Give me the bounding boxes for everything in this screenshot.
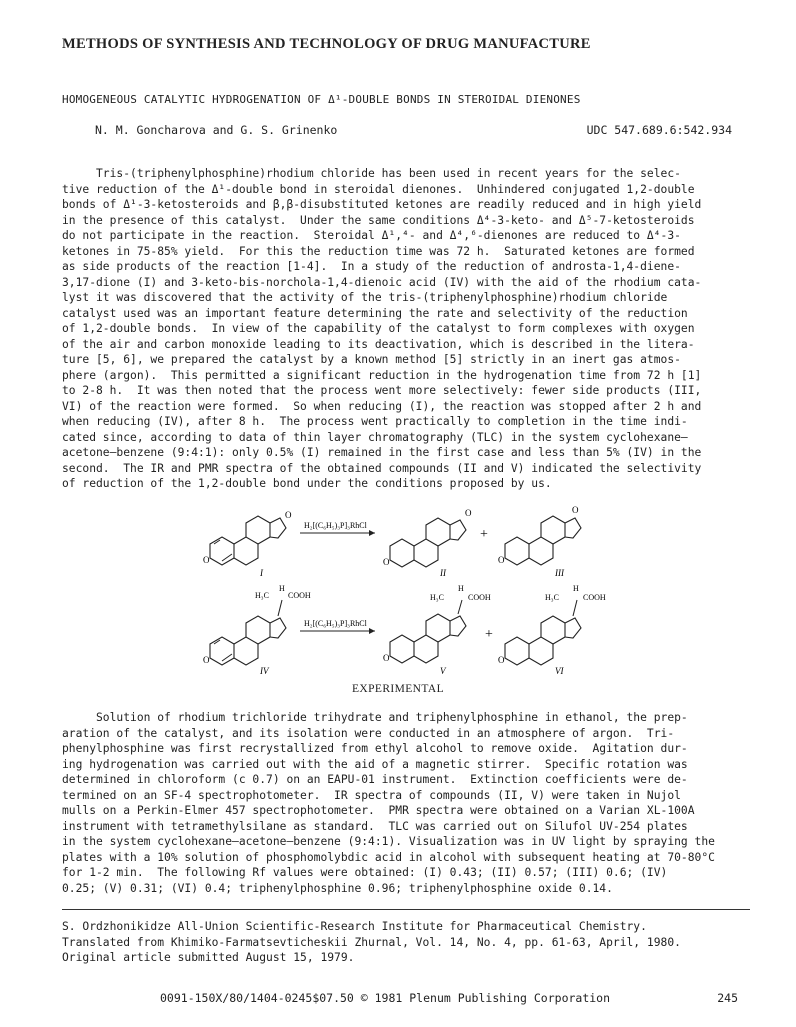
text-line: plates with a 10% solution of phosphomolybdic acid in alcohol with subsequent heating at 70-80°C bbox=[62, 850, 715, 864]
text-line: catalyst used was an important feature determining the rate and selectivity of the reduction bbox=[62, 306, 688, 320]
text-line: ture [5, 6], we prepared the catalyst by a known method [5] strictly in an inert gas atmos- bbox=[62, 353, 681, 366]
text-line: lyst it was discovered that the activity of the tris-(triphenylphosphine)rhodium chloride bbox=[62, 291, 668, 304]
intro-paragraph bbox=[62, 166, 738, 492]
compound-VI-structure bbox=[505, 616, 581, 665]
scheme-2 bbox=[203, 584, 606, 676]
acid-label: COOH bbox=[468, 593, 491, 602]
keto-o-label: O bbox=[285, 510, 292, 520]
h-label: H bbox=[573, 584, 579, 593]
text-line: determined in chloroform (c 0.7) on an EAPU-01 instrument. Extinction coefficients were de- bbox=[62, 773, 688, 786]
compound-III-structure bbox=[505, 516, 581, 565]
article-title: HOMOGENEOUS CATALYTIC HYDROGENATION OF Δ¹-DOUBLE BONDS IN STEROIDAL DIENONES bbox=[62, 93, 581, 106]
compound-label: VI bbox=[555, 666, 564, 676]
text-line: Tris-(triphenylphosphine)rhodium chloride has been used in recent years for the selec- bbox=[62, 167, 681, 180]
text-line: phenylphosphine was first recrystallized from ethyl alcohol to remove oxide. Agitation dur- bbox=[62, 742, 688, 755]
text-line: cated since, according to data of thin layer chromatography (TLC) in the system cyclohexane— bbox=[62, 430, 688, 444]
text-line: ketones in 75-85% yield. For this the reduction time was 72 h. Saturated ketones are formed bbox=[62, 244, 695, 258]
reagent-label: H₂[(C₆H₅)₃P]₃RhCl bbox=[304, 521, 367, 530]
compound-V-structure bbox=[390, 614, 466, 663]
page-number: 245 bbox=[717, 991, 738, 1005]
text-line: aration of the catalyst, and its isolation were conducted in an atmosphere of argon. Tri- bbox=[62, 726, 675, 740]
acid-label: COOH bbox=[288, 591, 311, 600]
text-line: instrument with tetramethylsilane as standard. TLC was carried out on Silufol UV-254 plates bbox=[62, 819, 688, 833]
scheme-1 bbox=[203, 505, 581, 578]
reagent-label: H₂[(C₆H₅)₃P]₃RhCl bbox=[304, 619, 367, 628]
text-line: in the presence of this catalyst. Under the same conditions Δ⁴-3-keto- and Δ⁵-7-ketosteroids bbox=[62, 213, 695, 227]
text-line: phere (argon). This permitted a significant reduction in the hydrogenation time from 72 h [1] bbox=[62, 368, 702, 382]
footnote-line: Original article submitted August 15, 1979. bbox=[62, 951, 355, 964]
text-line: tive reduction of the Δ¹-double bond in steroidal dienones. Unhindered conjugated 1,2-double bbox=[62, 182, 695, 196]
text-line: 3,17-dione (I) and 3-keto-bis-norchola-1,4-dienoic acid (IV) with the aid of the rhodium cata- bbox=[62, 275, 702, 289]
text-line: 0.25; (V) 0.31; (VI) 0.4; triphenylphosphine 0.96; triphenylphosphine oxide 0.14. bbox=[62, 881, 613, 895]
text-line: of 1,2-double bonds. In view of the capability of the catalyst to form complexes with oxygen bbox=[62, 322, 695, 335]
text-line: mulls on a Perkin-Elmer 457 spectrophotometer. PMR spectra were obtained on a Varian XL-100A bbox=[62, 804, 695, 817]
text-line: in the system cyclohexane—acetone—benzene (9:4:1). Visualization was in UV light by spraying the bbox=[62, 835, 715, 848]
section-title: METHODS OF SYNTHESIS AND TECHNOLOGY OF DRUG MANUFACTURE bbox=[62, 36, 591, 52]
h-label: H bbox=[279, 584, 285, 593]
keto-o-label: O bbox=[203, 655, 210, 665]
keto-o-label: O bbox=[383, 557, 390, 567]
authors: N. M. Goncharova and G. S. Grinenko bbox=[95, 123, 338, 137]
keto-o-label: O bbox=[203, 555, 210, 565]
text-line: bonds of Δ¹-3-ketosteroids and β,β-disubstituted ketones are readily reduced and in high yield bbox=[62, 198, 702, 211]
keto-o-label: O bbox=[498, 555, 505, 565]
methyl-label: H₃C bbox=[255, 591, 269, 600]
compound-IV-structure bbox=[210, 616, 286, 665]
text-line: of reduction of the 1,2-double bond under the conditions proposed by us. bbox=[62, 477, 552, 490]
text-line: as side products of the reaction [1-4]. In a study of the reduction of androsta-1,4-diene- bbox=[62, 260, 681, 273]
keto-o-label: O bbox=[465, 508, 472, 518]
keto-o-label: O bbox=[572, 505, 579, 515]
text-line: Solution of rhodium trichloride trihydrate and triphenylphosphine in ethanol, the prep- bbox=[62, 711, 688, 724]
text-line: of the air and carbon monoxide leading to its deactivation, which is described in the litera- bbox=[62, 337, 695, 351]
methyl-label: H₃C bbox=[430, 593, 444, 602]
text-line: when reducing (IV), after 8 h. The process went practically to completion in the time indi- bbox=[62, 415, 688, 428]
compound-label: III bbox=[555, 568, 564, 578]
text-line: do not participate in the reaction. Steroidal Δ¹,⁴- and Δ⁴,⁶-dienones are reduced to Δ⁴-3- bbox=[62, 229, 681, 242]
keto-o-label: O bbox=[498, 655, 505, 665]
text-line: acetone—benzene (9:4:1): only 0.5% (I) remained in the first case and less than 5% (IV) in the bbox=[62, 446, 702, 459]
plus-sign: + bbox=[480, 527, 488, 542]
experimental-heading: EXPERIMENTAL bbox=[351, 683, 445, 695]
footnote-line: S. Ordzhonikidze All-Union Scientific-Research Institute for Pharmaceutical Chemistry. bbox=[62, 920, 647, 933]
text-line: to 2-8 h. It was then noted that the process went more selectively: fewer side products (III, bbox=[62, 384, 702, 397]
h-label: H bbox=[458, 584, 464, 593]
experimental-paragraph bbox=[62, 710, 738, 896]
acid-label: COOH bbox=[583, 593, 606, 602]
compound-label: II bbox=[440, 568, 446, 578]
compound-I-structure bbox=[210, 516, 286, 565]
compound-label: I bbox=[260, 568, 263, 578]
footnote-divider bbox=[62, 909, 750, 910]
methyl-label: H₃C bbox=[545, 593, 559, 602]
footnote-line: Translated from Khimiko-Farmatsevticheskii Zhurnal, Vol. 14, No. 4, pp. 61-63, April, 1980. bbox=[62, 935, 681, 949]
compound-label: IV bbox=[260, 666, 269, 676]
footnote bbox=[62, 919, 752, 966]
udc-code: UDC 547.689.6:542.934 bbox=[586, 123, 732, 137]
text-line: second. The IR and PMR spectra of the obtained compounds (II and V) indicated the selectivity bbox=[62, 461, 702, 475]
reaction-schemes bbox=[200, 488, 620, 678]
compound-II-structure bbox=[390, 518, 466, 567]
text-line: for 1-2 min. The following Rf values were obtained: (I) 0.43; (II) 0.57; (III) 0.6; (IV) bbox=[62, 866, 668, 879]
text-line: ing hydrogenation was carried out with the aid of a magnetic stirrer. Specific rotation was bbox=[62, 757, 688, 771]
compound-label: V bbox=[440, 666, 446, 676]
plus-sign: + bbox=[485, 627, 493, 642]
text-line: termined on an SF-4 spectrophotometer. IR spectra of compounds (II, V) were taken in Nujol bbox=[62, 788, 681, 802]
text-line: VI) of the reaction were formed. So when reducing (I), the reaction was stopped after 2 h and bbox=[62, 399, 702, 413]
copyright-line: 0091-150X/80/1404-0245$07.50 © 1981 Plenum Publishing Corporation bbox=[160, 991, 611, 1005]
keto-o-label: O bbox=[383, 653, 390, 663]
